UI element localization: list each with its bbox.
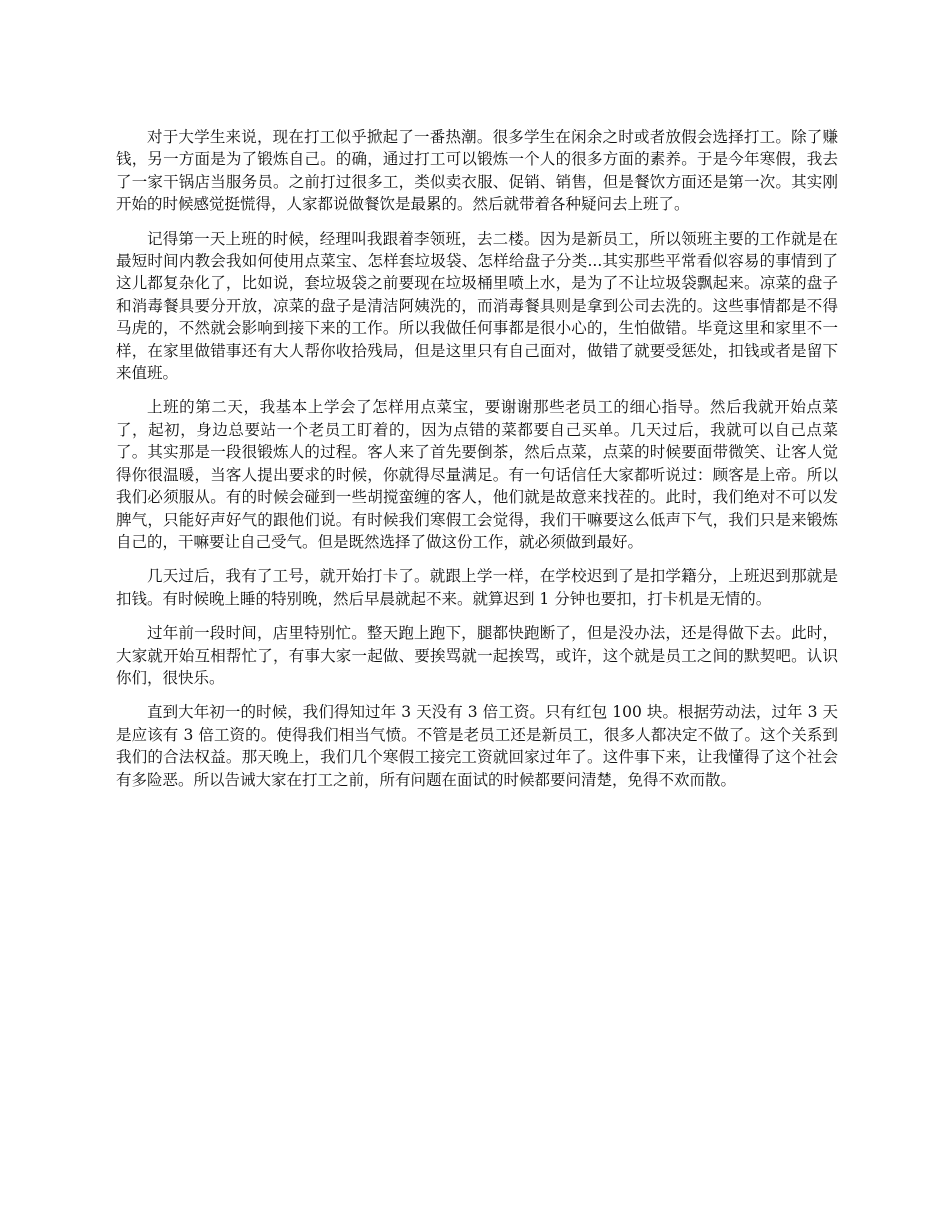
document-body <box>116 126 838 803</box>
paragraph-5: 过年前一段时间，店里特别忙。整天跑上跑下，腿都快跑断了，但是没办法，还是得做下去。此时，大家就开始互相帮忙了，有事大家一起做、要挨骂就一起挨骂，或许，这个就是员工之间的默契吧。认识你们，很快乐。 <box>116 624 838 687</box>
paragraph-4: 几天过后，我有了工号，就开始打卡了。就跟上学一样，在学校迟到了是扣学籍分，上班迟到那就是扣钱。有时候晚上睡的特别晚，然后早晨就起不来。就算迟到 1 分钟也要扣，打卡机是无情的。 <box>116 567 838 608</box>
paragraph-1: 对于大学生来说，现在打工似乎掀起了一番热潮。很多学生在闲余之时或者放假会选择打工。除了赚钱，另一方面是为了锻炼自己。的确，通过打工可以锻炼一个人的很多方面的素养。于是今年寒假，我去了一家干锅店当服务员。之前打过很多工，类似卖衣服、促销、销售，但是餐饮方面还是第一次。其实刚开始的时候感觉挺慌得，人家都说做餐饮是最累的。然后就带着各种疑问去上班了。 <box>116 128 838 214</box>
paragraph-6: 直到大年初一的时候，我们得知过年 3 天没有 3 倍工资。只有红包 100 块。根据劳动法，过年 3 天是应该有 3 倍工资的。使得我们相当气愤。不管是老员工还是新员工，很多人都决定不做了。这个关系到我们的合法权益。那天晚上，我们几个寒假工接完工资就回家过年了。这件事下来，让我懂得了这个社会有多险恶。所以告诫大家在打工之前，所有问题在面试的时候都要问清楚，免得不欢而散。 <box>116 703 838 789</box>
paragraph-2: 记得第一天上班的时候，经理叫我跟着李领班，去二楼。因为是新员工，所以领班主要的工作就是在最短时间内教会我如何使用点菜宝、怎样套垃圾袋、怎样给盘子分类...其实那些平常看似容易的事情到了这儿都复杂化了，比如说，套垃圾袋之前要现在垃圾桶里喷上水，是为了不让垃圾袋飘起来。凉菜的盘子和消毒餐具要分开放，凉菜的盘子是清洁阿姨洗的，而消毒餐具则是拿到公司去洗的。这些事情都是不得马虎的，不然就会影响到接下来的工作。所以我做任何事都是很小心的，生怕做错。毕竟这里和家里不一样，在家里做错事还有大人帮你收拾残局，但是这里只有自己面对，做错了就要受惩处，扣钱或者是留下来值班。 <box>116 229 838 383</box>
paragraph-3: 上班的第二天，我基本上学会了怎样用点菜宝，要谢谢那些老员工的细心指导。然后我就开始点菜了，起初，身边总要站一个老员工盯着的，因为点错的菜都要自己买单。几天过后，我就可以自己点菜了。其实那是一段很锻炼人的过程。客人来了首先要倒茶，然后点菜，点菜的时候要面带微笑、让客人觉得你很温暖，当客人提出要求的时候，你就得尽量满足。有一句话信任大家都听说过：顾客是上帝。所以我们必须服从。有的时候会碰到一些胡搅蛮缠的客人，他们就是故意来找茬的。此时，我们绝对不可以发脾气，只能好声好气的跟他们说。有时候我们寒假工会觉得，我们干嘛要这么低声下气，我们只是来锻炼自己的，干嘛要让自己受气。但是既然选择了做这份工作，就必须做到最好。 <box>116 398 838 551</box>
